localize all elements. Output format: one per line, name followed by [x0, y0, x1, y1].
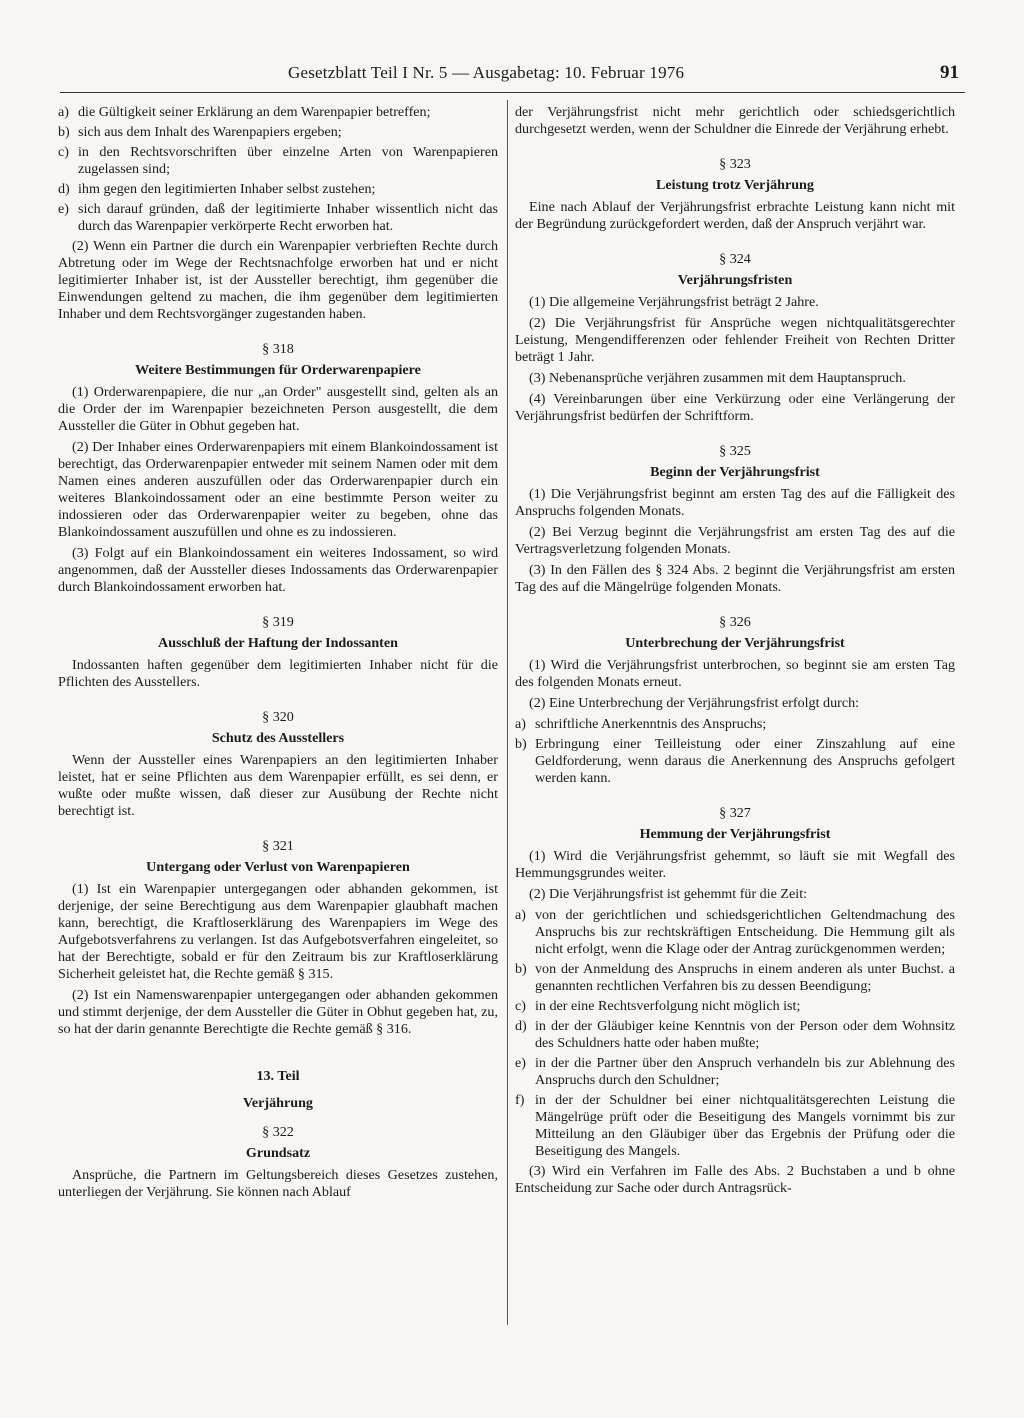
paragraph: (2) Bei Verzug beginnt die Verjährungsfrist am ersten Tag des auf die Vertragsverletzung folgenden Monats.: [515, 524, 955, 557]
section-number: § 324: [719, 251, 751, 267]
section-number: § 318: [262, 341, 294, 357]
column-divider: [507, 100, 508, 1325]
paragraph: (2) Eine Unterbrechung der Verjährungsfrist erfolgt durch:: [529, 695, 860, 711]
list-item: b) von der Anmeldung des Anspruchs in einem anderen als unter Buchst. a genannten rechtlichen Verfahren bis zu dessen Beendigung;: [515, 961, 955, 994]
paragraph: (1) Wird die Verjährungsfrist gehemmt, so läuft sie mit Wegfall des Hemmungsgrundes weiter.: [515, 848, 955, 881]
section-title: Schutz des Ausstellers: [211, 730, 345, 746]
section-number: § 319: [262, 614, 294, 630]
paragraph: (3) Folgt auf ein Blankoindossament ein weiteres Indossament, so wird angenommen, daß der Aussteller dieses Indossaments das Orderwarenpapier durch Blankoindossament erworben hat.: [58, 545, 498, 595]
list-item: b) Erbringung einer Teilleistung oder einer Zinszahlung auf eine Geldforderung, wenn daraus die Anerkennung des Anspruchs gefolgert werden kann.: [515, 736, 955, 786]
list-item: a) von der gerichtlichen und schiedsgerichtlichen Geltendmachung des Anspruchs bis zur rechtskräftigen Entscheidung. Die Hemmung gilt als nicht erfolgt, wenn die Klage oder der Antrag zurückgenommen werden;: [515, 907, 955, 957]
paragraph: (1) Ist ein Warenpapier untergegangen oder abhanden gekommen, ist derjenige, der seine Berechtigung aus dem Warenpapier glaubhaft machen kann, berechtigt, die Kraftloserklärung des Warenpapiers im Wege des Aufgebotsverfahrens zu verlangen. Ist das Aufgebotsverfahren eingeleitet, so hat der Berechtigte, sobald er für den Zeitraum bis zur Kraftloserklärung Sicherheit geleistet hat, die Rechte gemäß § 315.: [58, 881, 498, 982]
paragraph: (1) Die Verjährungsfrist beginnt am ersten Tag des auf die Fälligkeit des Anspruchs folgenden Monats.: [515, 486, 955, 519]
section-title: Grundsatz: [245, 1145, 311, 1161]
list-item: a) die Gültigkeit seiner Erklärung an dem Warenpapier betreffen;: [58, 104, 431, 120]
section-number: § 322: [262, 1124, 294, 1140]
page-number: 91: [940, 62, 959, 83]
paragraph: (2) Die Verjährungsfrist für Ansprüche wegen nichtqualitätsgerechter Leistung, Mengendifferenzen oder fehlender Freiheit von Rechten Dritter beträgt 1 Jahr.: [515, 315, 955, 365]
list-item: e) in der die Partner über den Anspruch verhandeln bis zur Ablehnung des Anspruchs durch den Schuldner;: [515, 1055, 955, 1088]
right-column: [515, 104, 955, 1201]
list-item: c) in den Rechtsvorschriften über einzelne Arten von Warenpapieren zugelassen sind;: [58, 144, 498, 177]
section-title: Leistung trotz Verjährung: [656, 177, 814, 193]
list-item: a) schriftliche Anerkenntnis des Anspruchs;: [515, 716, 767, 732]
paragraph: (3) Nebenansprüche verjähren zusammen mit dem Hauptanspruch.: [529, 370, 906, 386]
section-number: § 320: [262, 709, 294, 725]
paragraph: Indossanten haften gegenüber dem legitimierten Inhaber nicht für die Pflichten des Ausstellers.: [58, 657, 498, 690]
section-title: Beginn der Verjährungsfrist: [650, 464, 820, 480]
section-title: Weitere Bestimmungen für Orderwarenpapiere: [135, 362, 421, 378]
part-number: 13. Teil: [256, 1068, 300, 1084]
paragraph: Ansprüche, die Partnern im Geltungsbereich dieses Gesetzes zustehen, unterliegen der Verjährung. Sie können nach Ablauf: [58, 1167, 498, 1200]
list-item: b) sich aus dem Inhalt des Warenpapiers ergeben;: [58, 124, 342, 140]
list-item: d) ihm gegen den legitimierten Inhaber selbst zustehen;: [58, 181, 376, 197]
section-title: Untergang oder Verlust von Warenpapieren: [146, 859, 410, 875]
list-item: d) in der der Gläubiger keine Kenntnis von der Person oder dem Wohnsitz des Schuldners hatte oder haben mußte;: [515, 1018, 955, 1051]
section-title: Verjährungsfristen: [677, 272, 793, 288]
list-item: f) in der der Schuldner bei einer nichtqualitätsgerechten Leistung die Mängelrüge prüft oder die Beseitigung des Mangels vornimmt bis zur Mitteilung an den Gläubiger über das Ergebnis der Prüfung oder die Beseitigung des Mangels.: [515, 1092, 955, 1159]
paragraph: (2) Der Inhaber eines Orderwarenpapiers mit einem Blankoindossament ist berechtigt, das Orderwarenpapier entweder mit seinem Namen oder mit dem Namen eines anderen auszufüllen oder das Orderwarenpapier durch ein weiteres Blankoindossament oder an eine bestimmte Person weiter zu indossieren oder das Orderwarenpapier weiter zu begeben, ohne das Blankoindossament auszufüllen und ohne es zu indossieren.: [58, 439, 498, 540]
paragraph: (2) Ist ein Namenswarenpapier untergegangen oder abhanden gekommen und stimmt derjenige, der dem Aussteller die Güter in Obhut gegeben hat, zu, so hat der darin genannte Berechtigte die Rechte gemäß § 316.: [58, 987, 498, 1037]
left-column: [58, 104, 498, 1205]
gazette-title: Gesetzblatt Teil I Nr. 5 — Ausgabetag: 10. Februar 1976: [288, 63, 685, 82]
paragraph: Eine nach Ablauf der Verjährungsfrist erbrachte Leistung kann nicht mit der Begründung zurückgefordert werden, daß der Anspruch verjährt war.: [515, 199, 955, 232]
section-title: Unterbrechung der Verjährungsfrist: [625, 635, 845, 651]
page-header: [60, 60, 965, 90]
section-title: Ausschluß der Haftung der Indossanten: [158, 635, 398, 651]
section-title: Hemmung der Verjährungsfrist: [639, 826, 831, 842]
paragraph: (2) Wenn ein Partner die durch ein Warenpapier verbrieften Rechte durch Abtretung oder im Wege der Rechtsnachfolge erworben hat und er nicht legitimierter Inhaber ist, ist der Aussteller berechtigt, ihm gegenüber die Einwendungen geltend zu machen, die ihm gegenüber dem legitimierten Inhaber und dem Rechtsvorgänger zugestanden haben.: [58, 238, 498, 322]
paragraph: (3) In den Fällen des § 324 Abs. 2 beginnt die Verjährungsfrist am ersten Tag des auf die Mängelrüge folgenden Monats.: [515, 562, 955, 595]
paragraph: der Verjährungsfrist nicht mehr gerichtlich oder schiedsgerichtlich durchgesetzt werden, wenn der Schuldner die Einrede der Verjährung erhebt.: [515, 104, 955, 137]
part-title: Verjährung: [243, 1095, 313, 1111]
section-number: § 325: [719, 443, 751, 459]
list-item: c) in der eine Rechtsverfolgung nicht möglich ist;: [515, 998, 801, 1014]
paragraph: (2) Die Verjährungsfrist ist gehemmt für die Zeit:: [529, 886, 808, 902]
paragraph: (1) Orderwarenpapiere, die nur „an Order" ausgestellt sind, gelten als an die Order der im Warenpapier bezeichneten Person ausgestellt, die dem Aussteller die Güter in Obhut gegeben hat.: [58, 384, 498, 434]
section-number: § 321: [262, 838, 294, 854]
list-item: e) sich darauf gründen, daß der legitimierte Inhaber wissentlich nicht das durch das Warenpapier verkörperte Recht erworben hat.: [58, 201, 498, 234]
paragraph: (3) Wird ein Verfahren im Falle des Abs. 2 Buchstaben a und b ohne Entscheidung zur Sache oder durch Antragsrück-: [515, 1163, 955, 1196]
section-number: § 326: [719, 614, 751, 630]
paragraph: (1) Wird die Verjährungsfrist unterbrochen, so beginnt sie am ersten Tag des folgenden Monats erneut.: [515, 657, 955, 690]
header-rule: [60, 92, 965, 93]
paragraph: (1) Die allgemeine Verjährungsfrist beträgt 2 Jahre.: [529, 294, 819, 310]
section-number: § 323: [719, 156, 751, 172]
paragraph: (4) Vereinbarungen über eine Verkürzung oder eine Verlängerung der Verjährungsfrist bedürfen der Schriftform.: [515, 391, 955, 424]
paragraph: Wenn der Aussteller eines Warenpapiers an den legitimierten Inhaber leistet, hat er seine Pflichten aus dem Warenpapier erfüllt, es sei denn, er wußte oder mußte wissen, daß dieser zur Ausübung der Rechte nicht berechtigt ist.: [58, 752, 498, 819]
section-number: § 327: [719, 805, 751, 821]
